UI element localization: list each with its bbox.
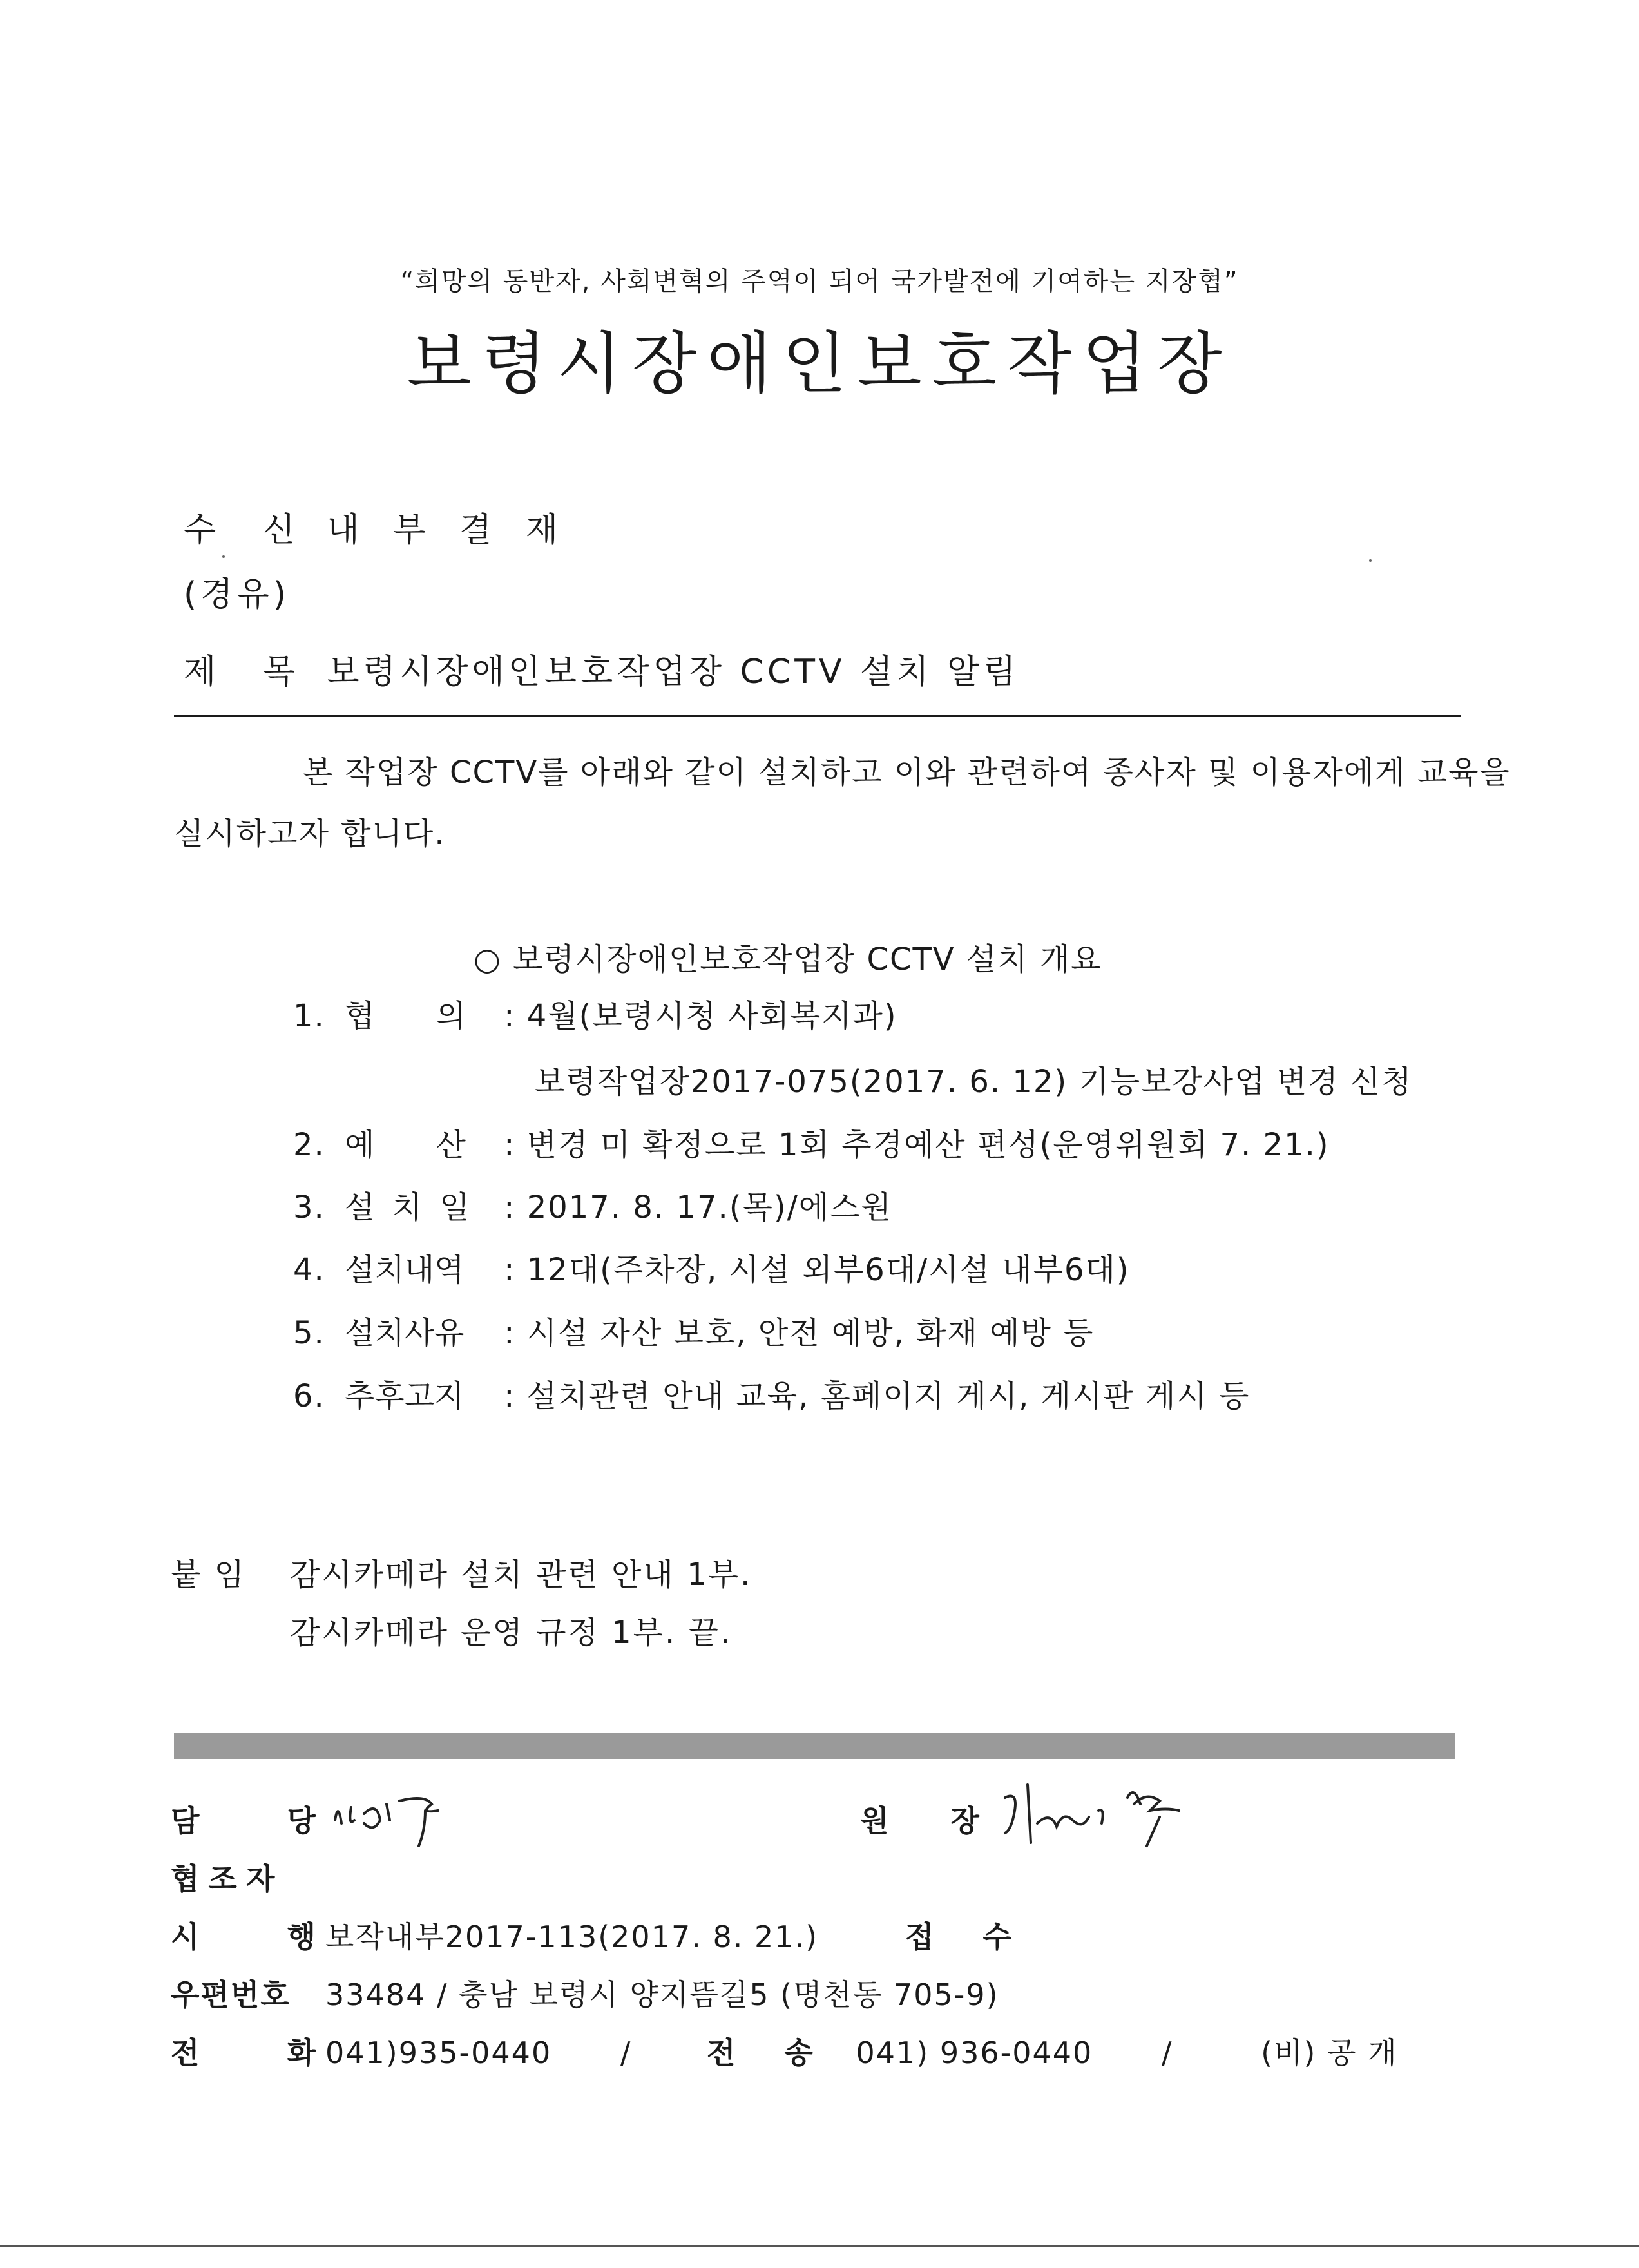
item-value: 시설 자산 보호, 안전 예방, 화재 예방 등	[526, 1315, 1095, 1351]
item-value: 변경 미 확정으로 1회 추경예산 편성(운영위원회 7. 21.)	[526, 1127, 1330, 1163]
page-bottom-edge	[0, 2245, 1639, 2247]
item-value: 2017. 8. 17.(목)/에스원	[526, 1189, 892, 1225]
manager-signature-drawing	[329, 1775, 483, 1852]
postal-label: 우편번호	[171, 1977, 291, 2012]
item-label: 협 의	[345, 998, 492, 1034]
subject-value: 보령시장애인보호작업장 CCTV 설치 알림	[327, 653, 1020, 691]
director-signature-drawing	[992, 1772, 1250, 1856]
item-value: 12대(주차장, 시설 외부6대/시설 내부6대)	[526, 1252, 1130, 1288]
overview-item-5: 5. 설치사유 : 시설 자산 보호, 안전 예방, 화재 예방 등	[293, 1308, 1095, 1352]
header-divider	[174, 715, 1461, 717]
enforcement-value: 보작내부2017-113(2017. 8. 21.)	[325, 1919, 819, 1954]
attachments-line-1	[171, 1550, 752, 1594]
subject-label: 제 목	[184, 653, 313, 691]
item-label: 추후고지	[345, 1378, 465, 1414]
body-line-1: 본 작업장 CCTV를 아래와 같이 설치하고 이와 관련하여 종사자 및 이용자에게 교육을	[303, 754, 1511, 791]
overview-item-2: 2. 예 산 : 변경 미 확정으로 1회 추경예산 편성(운영위원회 7. 21.)	[293, 1120, 1330, 1164]
overview-item-6: 6. 추후고지 : 설치관련 안내 교육, 홈페이지 게시, 게시판 게시 등	[293, 1371, 1250, 1416]
fax-label: 전 송	[706, 2035, 832, 2070]
postal-row	[171, 1972, 999, 2014]
footer-separator-bar	[174, 1733, 1455, 1759]
subject-row	[184, 644, 1020, 693]
attachments-label: 붙 임	[171, 1557, 246, 1593]
item-label: 예 산	[345, 1127, 492, 1163]
via-row	[184, 567, 290, 615]
body-line-2: 실시하고자 합니다.	[174, 816, 446, 852]
cooperator-label: 협조자	[171, 1861, 284, 1896]
item-label: 설치내역	[345, 1252, 465, 1288]
phone-row: 전 화041)935-0440 / 전 송 041) 936-0440 / (비) 공 개	[171, 2030, 1398, 2072]
item-value: 설치관련 안내 교육, 홈페이지 게시, 게시판 게시 등	[526, 1378, 1251, 1414]
item-number: 4.	[293, 1252, 325, 1288]
enforcement-label: 시 행	[171, 1919, 354, 1954]
receipt-row	[905, 1914, 1031, 1956]
cooperator-row	[171, 1856, 325, 1898]
enforcement-row	[171, 1914, 818, 1956]
organization-title: 보령시장애인보호작업장	[407, 324, 1232, 403]
phone-label: 전 화	[171, 2035, 354, 2070]
item-number: 5.	[293, 1315, 325, 1351]
manager-signature	[329, 1775, 483, 1855]
overview-heading: ○ 보령시장애인보호작업장 CCTV 설치 개요	[474, 941, 1102, 977]
recipient-row	[184, 503, 570, 551]
item-number: 3.	[293, 1189, 325, 1225]
overview-item-1-detail: 보령작업장2017-075(2017. 6. 12) 기능보강사업 변경 신청	[535, 1064, 1413, 1100]
phone-value: 041)935-0440	[325, 2035, 552, 2070]
recipient-label: 수 신	[184, 511, 313, 550]
receipt-label: 접 수	[905, 1919, 1031, 1954]
recipient-value: 내 부 결 재	[327, 511, 570, 550]
overview-item-3: 3. 설 치 일 : 2017. 8. 17.(목)/에스원	[293, 1182, 892, 1227]
disclosure: (비) 공 개	[1261, 2035, 1398, 2070]
item-label: 설 치 일	[345, 1189, 474, 1225]
overview-item-4: 4. 설치내역 : 12대(주차장, 시설 외부6대/시설 내부6대)	[293, 1245, 1130, 1289]
scan-speck	[1369, 559, 1372, 562]
slogan: “희망의 동반자, 사회변혁의 주역이 되어 국가발전에 기여하는 지장협”	[400, 267, 1239, 296]
fax-value: 041) 936-0440	[856, 2035, 1093, 2070]
attachment-1: 감시카메라 설치 관련 안내 1부.	[290, 1557, 752, 1593]
via-label: (경유)	[184, 575, 291, 614]
overview-item-1: 1. 협 의 : 4월(보령시청 사회복지과)	[293, 991, 897, 1035]
item-number: 2.	[293, 1127, 325, 1163]
director-row	[860, 1798, 1005, 1840]
postal-value: 33484 / 충남 보령시 양지뜸길5 (명천동 705-9)	[325, 1977, 999, 2012]
item-number: 6.	[293, 1378, 325, 1414]
item-value: 4월(보령시청 사회복지과)	[526, 998, 897, 1034]
attachment-2: 감시카메라 운영 규정 1부. 끝.	[290, 1615, 733, 1651]
item-label: 설치사유	[345, 1315, 465, 1351]
manager-label: 담 당	[171, 1803, 354, 1838]
director-signature	[992, 1772, 1250, 1858]
item-number: 1.	[293, 998, 325, 1034]
scan-speck	[222, 555, 225, 558]
manager-row	[171, 1798, 354, 1840]
director-label: 원 장	[860, 1803, 1005, 1838]
